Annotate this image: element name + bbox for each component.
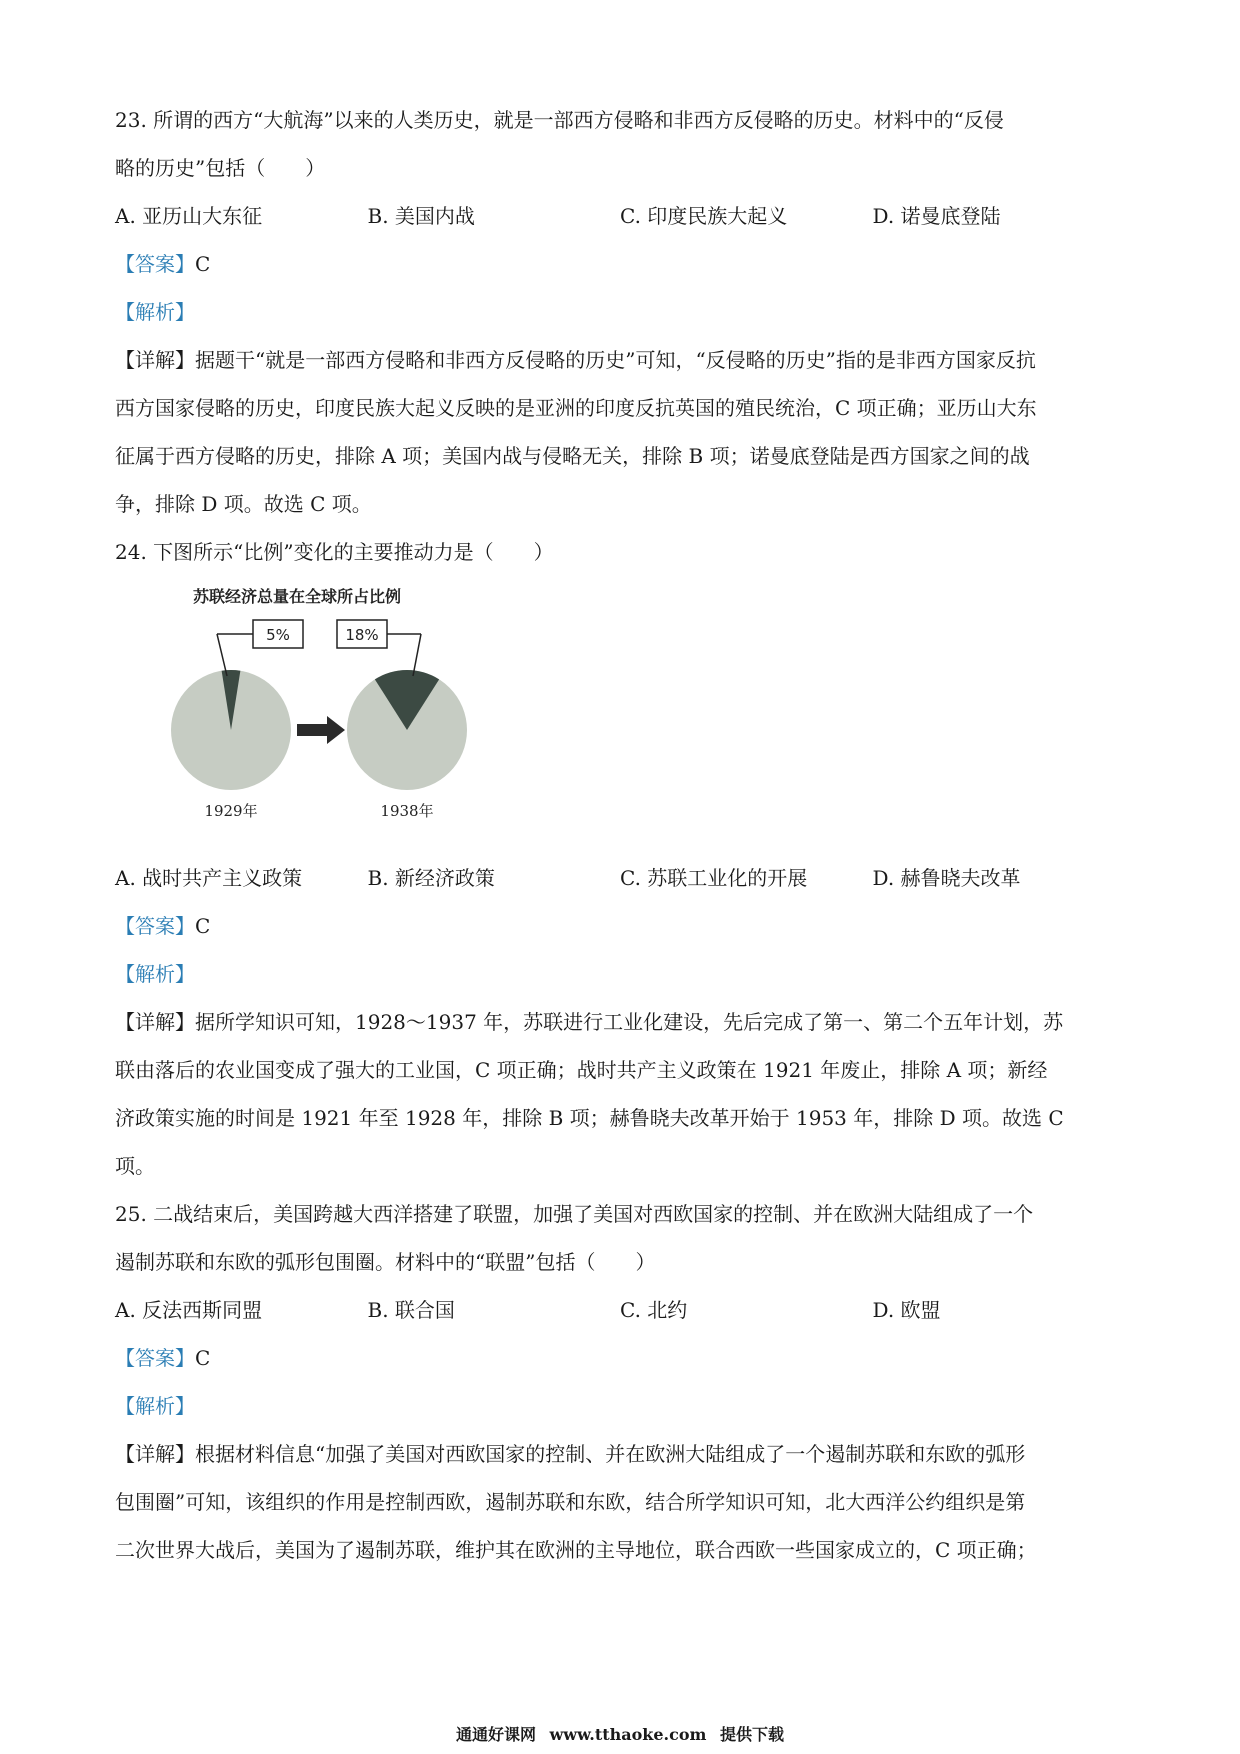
q24-detail-label: 【详解】	[115, 1010, 195, 1034]
q25-detail-text1: 根据材料信息“加强了美国对西欧国家的控制、并在欧洲大陆组成了一个遏制苏联和东欧的弧形	[195, 1442, 1026, 1466]
q24-option-c: C. 苏联工业化的开展	[620, 866, 808, 890]
q25-answer-value: C	[195, 1346, 211, 1370]
q23-answer-value: C	[195, 252, 211, 276]
pie-1-percent-label: 5%	[266, 626, 290, 644]
q25-analysis-label: 【解析】	[115, 1394, 195, 1418]
footer-site-name: 通通好课网	[455, 1725, 536, 1744]
q24-analysis-label: 【解析】	[115, 962, 195, 986]
q23-detail-label: 【详解】	[115, 348, 195, 372]
soviet-share-chart	[163, 582, 523, 850]
q25-detail-label: 【详解】	[115, 1442, 195, 1466]
q23-option-d: D. 诺曼底登陆	[872, 204, 1001, 228]
q24-options	[115, 854, 1125, 902]
pie-2-leader-d	[413, 634, 421, 676]
footer-url[interactable]: www.tthaoke.com	[549, 1725, 707, 1744]
q23-detail-line2: 西方国家侵略的历史，印度民族大起义反映的是亚洲的印度反抗英国的殖民统治，C 项正确；亚历山大东	[115, 396, 1037, 420]
q23-option-b: B. 美国内战	[367, 204, 475, 228]
q25-stem-line1: 25. 二战结束后，美国跨越大西洋搭建了联盟，加强了美国对西欧国家的控制、并在欧洲大陆组成了一个	[115, 1202, 1034, 1226]
arrow-shaft	[297, 724, 329, 736]
q23-analysis-label: 【解析】	[115, 300, 195, 324]
q24-option-a: A. 战时共产主义政策	[115, 866, 303, 890]
q23-stem-line1: 23. 所谓的西方“大航海”以来的人类历史，就是一部西方侵略和非西方反侵略的历史。材料中的“反侵	[115, 108, 1004, 132]
exam-page	[115, 96, 1125, 1574]
q23-detail-line1	[115, 336, 1125, 384]
q25-option-d: D. 欧盟	[872, 1298, 941, 1322]
q23-options	[115, 192, 1125, 240]
q25-detail-line3: 二次世界大战后，美国为了遏制苏联，维护其在欧洲的主导地位，联合西欧一些国家成立的，C 项正确；	[115, 1538, 1037, 1562]
q23-answer	[115, 240, 1125, 288]
q23-option-c: C. 印度民族大起义	[620, 204, 788, 228]
q24-option-b: B. 新经济政策	[367, 866, 495, 890]
q24-stem: 24. 下图所示“比例”变化的主要推动力是（ ）	[115, 540, 554, 564]
pie-2-percent-label: 18%	[345, 626, 379, 644]
chart-title: 苏联经济总量在全球所占比例	[193, 587, 402, 606]
q25-answer-label: 【答案】	[115, 1346, 195, 1370]
q23-option-a: A. 亚历山大东征	[115, 204, 263, 228]
pie-1-leader-d	[217, 634, 227, 676]
q23-detail-text1: 据题干“就是一部西方侵略和非西方反侵略的历史”可知，“反侵略的历史”指的是非西方国家反抗	[195, 348, 1036, 372]
pie-chart-svg	[163, 582, 523, 850]
q23-answer-label: 【答案】	[115, 252, 195, 276]
q24-option-d: D. 赫鲁晓夫改革	[872, 866, 1021, 890]
q25-option-b: B. 联合国	[367, 1298, 455, 1322]
q23-detail-line4: 争，排除 D 项。故选 C 项。	[115, 492, 372, 516]
q24-detail-line3: 济政策实施的时间是 1921 年至 1928 年，排除 B 项；赫鲁晓夫改革开始于 1953 年，排除 D 项。故选 C	[115, 1106, 1064, 1130]
q25-stem-line2: 遏制苏联和东欧的弧形包围圈。材料中的“联盟”包括（ ）	[115, 1250, 656, 1274]
arrow-head	[327, 716, 345, 744]
q25-option-a: A. 反法西斯同盟	[115, 1298, 263, 1322]
q25-option-c: C. 北约	[620, 1298, 688, 1322]
q25-detail-line1	[115, 1430, 1125, 1478]
q23-stem-line2: 略的历史”包括（ ）	[115, 156, 326, 180]
q24-detail-line2: 联由落后的农业国变成了强大的工业国，C 项正确；战时共产主义政策在 1921 年废止，排除 A 项；新经	[115, 1058, 1048, 1082]
q25-detail-line2: 包围圈”可知，该组织的作用是控制西欧，遏制苏联和东欧，结合所学知识可知，北大西洋公约组织是第	[115, 1490, 1026, 1514]
pie-1-year-label: 1929年	[204, 802, 258, 820]
q24-detail-line1	[115, 998, 1125, 1046]
q23-detail-line3: 征属于西方侵略的历史，排除 A 项；美国内战与侵略无关，排除 B 项；诺曼底登陆是西方国家之间的战	[115, 444, 1030, 468]
q25-options	[115, 1286, 1125, 1334]
pie-2-year-label: 1938年	[380, 802, 434, 820]
q24-detail-line4: 项。	[115, 1154, 155, 1178]
q24-answer-value: C	[195, 914, 211, 938]
q25-answer	[115, 1334, 1125, 1382]
q24-answer	[115, 902, 1125, 950]
q24-detail-text1: 据所学知识可知，1928～1937 年，苏联进行工业化建设，先后完成了第一、第二个五年计划，苏	[195, 1010, 1064, 1034]
page-footer	[0, 1722, 1240, 1745]
q24-answer-label: 【答案】	[115, 914, 195, 938]
footer-note: 提供下载	[720, 1725, 785, 1744]
